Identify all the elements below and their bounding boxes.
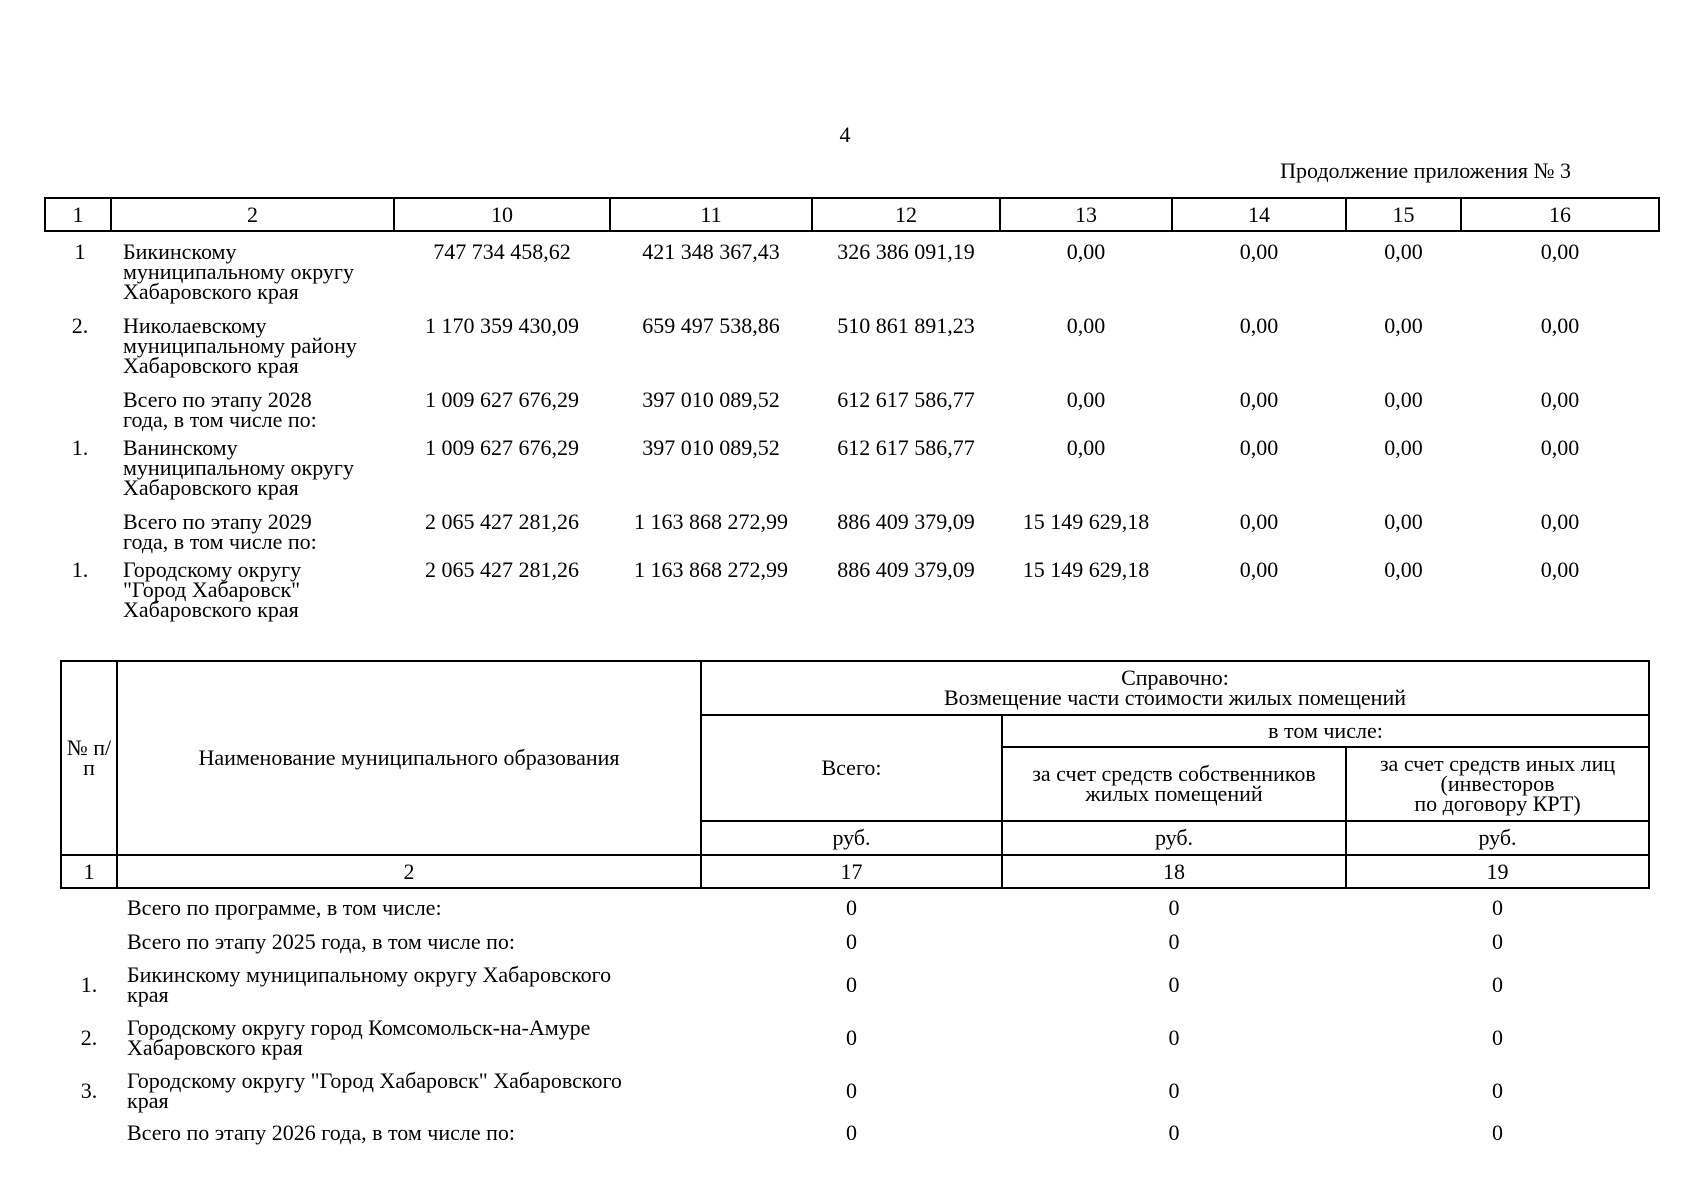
row-number: 3. [80,1077,98,1103]
name-line: края [127,981,169,1007]
name-line: муниципальному округу [123,455,354,480]
table-row [61,1117,1649,1149]
name-header: Наименование муниципального образования [117,661,701,855]
row-number: 1 [74,239,86,264]
stage-total-name [111,387,394,432]
table-row [45,560,1659,620]
value-cell: 15 149 629,18 [1022,509,1150,534]
owners-header: за счет средств собственников жилых помещений [1002,747,1346,821]
value-cell: 0,00 [1540,387,1580,412]
value-cell: 0,00 [1384,435,1423,460]
appendix-note: Продолжение приложения № 3 [1280,158,1571,183]
value-cell: 0 [846,1024,857,1050]
value-cell: 2 065 427 281,26 [425,557,579,582]
others-line: (инвесторов [1440,771,1555,796]
col-number: 19 [1346,855,1649,888]
value-cell: 0,00 [1066,313,1106,338]
table-row [61,926,1649,958]
col-header: 13 [1000,198,1172,231]
table-row [45,438,1659,498]
name-line: Всего по этапу 2028 [123,387,312,412]
value-cell: 0,00 [1384,313,1423,338]
value-cell: 0 [1168,1024,1180,1050]
name-line: Ванинскому [123,435,238,460]
name-line: муниципальному округу [123,259,354,284]
row-name [117,958,701,1011]
value-cell: 0,00 [1239,313,1279,338]
name-line: Городскому округу [123,557,302,582]
row-number [61,926,117,958]
col-header: 1 [45,198,111,231]
row-number [45,390,111,430]
value-cell: 0,00 [1540,313,1580,338]
row-name: Всего по этапу 2025 года, в том числе по: [127,929,516,954]
value-cell: 397 010 089,52 [642,387,780,412]
reference-label: Справочно: [1121,665,1229,690]
name-line: Городскому округу "Город Хабаровск" Хабаровского [127,1067,622,1093]
col-number: 1 [61,855,117,888]
value-cell: 0 [846,929,857,954]
value-cell: 0 [1492,1024,1503,1050]
value-cell: 0,00 [1384,557,1423,582]
value-cell: 421 348 367,43 [642,239,780,264]
value-cell: 0 [1492,894,1503,920]
compensation-table [60,660,1650,1149]
value-cell: 0 [1168,1077,1180,1103]
others-line: по договору КРТ) [1414,791,1581,816]
others-line: за счет средств иных лиц [1379,751,1616,776]
value-cell: 0 [1168,1120,1180,1145]
value-cell: 326 386 091,19 [837,239,975,264]
value-cell: 0 [1168,894,1180,920]
name-line: Хабаровского края [127,1034,303,1060]
unit-header: руб. [701,821,1002,855]
value-cell: 0 [1492,971,1503,997]
name-line: муниципальному району [123,333,357,358]
value-cell: 0,00 [1540,557,1580,582]
value-cell: 397 010 089,52 [642,435,780,460]
table-row [61,1011,1649,1064]
value-cell: 0,00 [1239,435,1279,460]
value-cell: 612 617 586,77 [837,387,975,412]
reference-header [701,661,1649,715]
table-row [61,958,1649,1011]
num-header: № п/п [61,661,117,855]
name-line: края [127,1087,169,1113]
value-cell: 1 163 868 272,99 [634,557,788,582]
col-header: 16 [1461,198,1659,231]
value-cell: 0,00 [1066,387,1106,412]
name-line: Всего по этапу 2029 [123,509,312,534]
value-cell: 0,00 [1239,239,1279,264]
row-number [45,512,111,552]
value-cell: 0,00 [1239,557,1279,582]
value-cell: 659 497 538,86 [642,313,780,338]
municipality-name [111,231,394,302]
total-header: Всего: [701,715,1002,821]
name-line: "Город Хабаровск" [123,577,301,602]
row-number [61,1117,117,1149]
value-cell: 2 065 427 281,26 [425,509,579,534]
row-name [117,1011,701,1064]
table-row [61,1064,1649,1117]
including-header: в том числе: [1002,715,1649,747]
table-row [45,231,1659,302]
name-line: Николаевскому [123,313,267,338]
row-number: 1. [80,971,98,997]
col-header: 2 [111,198,394,231]
name-line: Хабаровского края [123,475,299,500]
value-cell: 1 163 868 272,99 [634,509,788,534]
value-cell: 0,00 [1239,387,1279,412]
row-number: 2. [71,313,89,338]
row-number [61,888,117,926]
value-cell: 0 [846,1077,857,1103]
value-cell: 510 861 891,23 [837,313,975,338]
value-cell: 0 [846,971,857,997]
table-row [45,512,1659,552]
value-cell: 1 009 627 676,29 [425,435,579,460]
row-number: 2. [80,1024,98,1050]
col-header: 12 [812,198,1000,231]
municipality-name [111,557,394,622]
value-cell: 0,00 [1540,435,1580,460]
row-number: 1. [71,557,89,582]
value-cell: 0,00 [1540,239,1580,264]
reference-title: Возмещение части стоимости жилых помещений [943,685,1407,710]
value-cell: 0 [1492,929,1503,954]
col-header: 11 [610,198,812,231]
row-number: 1. [71,435,89,460]
table-row [61,888,1649,926]
name-line: года, в том числе по: [123,407,317,432]
value-cell: 886 409 379,09 [837,509,975,534]
value-cell: 15 149 629,18 [1022,557,1150,582]
value-cell: 0,00 [1384,239,1423,264]
municipality-name [111,313,394,378]
unit-header: руб. [1002,821,1346,855]
value-cell: 0 [1168,971,1180,997]
value-cell: 886 409 379,09 [837,557,975,582]
row-name: Всего по программе, в том числе: [127,894,442,920]
name-line: Городскому округу город Комсомольск-на-Амуре [127,1014,591,1040]
row-name: Всего по этапу 2026 года, в том числе по: [127,1120,516,1145]
name-line: Хабаровского края [123,279,299,304]
value-cell: 0 [846,1120,857,1145]
col-header: 14 [1172,198,1346,231]
column-number-row [45,198,1659,231]
value-cell: 0,00 [1066,239,1106,264]
col-number: 18 [1002,855,1346,888]
table-row [45,316,1659,376]
col-header: 15 [1346,198,1461,231]
municipality-name [111,435,394,500]
value-cell: 0 [846,894,857,920]
page-number: 4 [839,122,851,147]
value-cell: 0,00 [1540,509,1580,534]
table-row [45,390,1659,430]
value-cell: 1 009 627 676,29 [425,387,579,412]
others-header [1346,747,1649,821]
value-cell: 1 170 359 430,09 [425,313,579,338]
row-name [117,1064,701,1117]
value-cell: 0 [1168,929,1180,954]
name-line: года, в том числе по: [123,529,317,554]
value-cell: 0 [1492,1077,1503,1103]
col-number: 2 [117,855,701,888]
value-cell: 0,00 [1066,435,1106,460]
budget-table [44,197,1660,620]
unit-header: руб. [1346,821,1649,855]
name-line: Бикинскому муниципальному округу Хабаровского [127,961,612,987]
col-header: 10 [394,198,610,231]
value-cell: 747 734 458,62 [433,239,571,264]
value-cell: 0,00 [1239,509,1279,534]
col-number: 17 [701,855,1002,888]
value-cell: 612 617 586,77 [837,435,975,460]
name-line: Хабаровского края [123,597,299,622]
value-cell: 0 [1492,1120,1503,1145]
stage-total-name [111,509,394,554]
name-line: Хабаровского края [123,353,299,378]
name-line: Бикинскому [123,239,237,264]
value-cell: 0,00 [1384,387,1423,412]
value-cell: 0,00 [1384,509,1423,534]
